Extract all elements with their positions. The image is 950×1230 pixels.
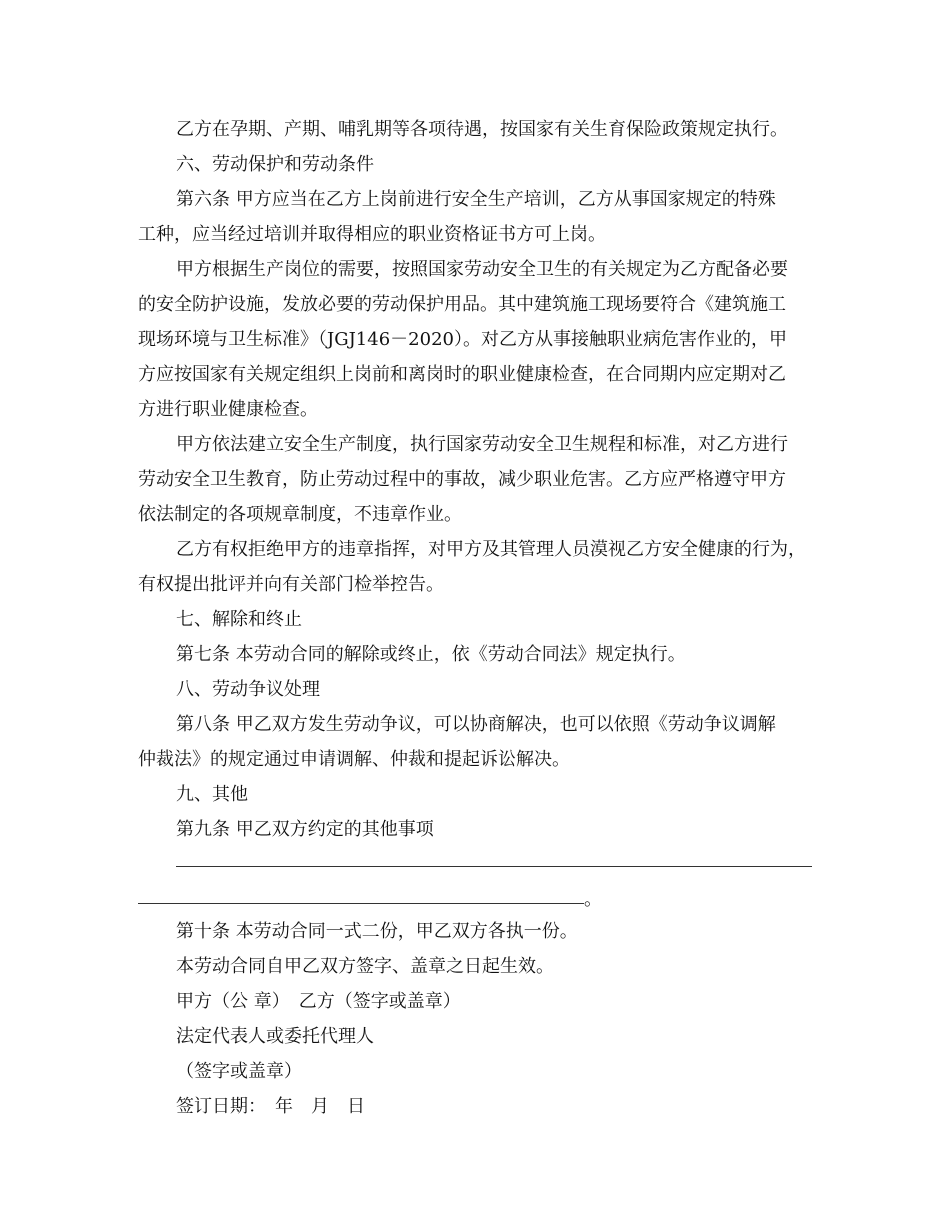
- refusal-line-2: 有权提出批评并向有关部门检举控告。: [138, 574, 444, 595]
- heading-termination: 七、解除和终止: [176, 609, 302, 630]
- effective-clause: 本劳动合同自甲乙双方签字、盖章之日起生效。: [176, 956, 554, 977]
- heading-labor-protection: 六、劳动保护和劳动条件: [176, 154, 374, 175]
- article-9: 第九条 甲乙双方约定的其他事项: [176, 819, 434, 840]
- blank-end-punctuation: 。: [584, 889, 602, 910]
- sign-or-seal: （签字或盖章）: [176, 1061, 302, 1082]
- system-line-1: 甲方依法建立安全生产制度，执行国家劳动安全卫生规程和标准，对乙方进行: [176, 434, 788, 455]
- heading-other: 九、其他: [176, 784, 248, 805]
- heading-disputes: 八、劳动争议处理: [176, 679, 320, 700]
- safety-line-3: 现场环境与卫生标准》（JGJ146－2020）。对乙方从事接触职业病危害作业的，甲: [138, 329, 787, 350]
- safety-line-5: 方进行职业健康检查。: [138, 399, 318, 420]
- signing-date: 签订日期： 年 月 日: [176, 1096, 365, 1117]
- article-6-line-1: 第六条 甲方应当在乙方上岗前进行安全生产培训，乙方从事国家规定的特殊: [176, 189, 776, 210]
- paragraph-maternity: 乙方在孕期、产期、哺乳期等各项待遇，按国家有关生育保险政策规定执行。: [176, 119, 788, 140]
- blank-fill-line-1: [176, 866, 812, 867]
- article-8-line-2: 仲裁法》的规定通过申请调解、仲裁和提起诉讼解决。: [138, 749, 570, 770]
- article-10: 第十条 本劳动合同一式二份，甲乙双方各执一份。: [176, 921, 578, 942]
- signature-parties: 甲方（公 章） 乙方（签字或盖章）: [176, 991, 461, 1012]
- blank-fill-line-2: [138, 903, 584, 904]
- legal-representative: 法定代表人或委托代理人: [176, 1026, 374, 1047]
- safety-line-2: 的安全防护设施，发放必要的劳动保护用品。其中建筑施工现场要符合《建筑施工: [138, 294, 786, 315]
- safety-line-4: 方应按国家有关规定组织上岗前和离岗时的职业健康检查，在合同期内应定期对乙: [138, 364, 786, 385]
- refusal-line-1: 乙方有权拒绝甲方的违章指挥，对甲方及其管理人员漠视乙方安全健康的行为，: [176, 539, 806, 560]
- article-6-line-2: 工种，应当经过培训并取得相应的职业资格证书方可上岗。: [138, 224, 606, 245]
- article-7: 第七条 本劳动合同的解除或终止，依《劳动合同法》规定执行。: [176, 644, 686, 665]
- system-line-2: 劳动安全卫生教育，防止劳动过程中的事故，减少职业危害。乙方应严格遵守甲方: [138, 469, 786, 490]
- article-8-line-1: 第八条 甲乙双方发生劳动争议，可以协商解决，也可以依照《劳动争议调解: [176, 714, 776, 735]
- safety-line-1: 甲方根据生产岗位的需要，按照国家劳动安全卫生的有关规定为乙方配备必要: [176, 259, 788, 280]
- system-line-3: 依法制定的各项规章制度，不违章作业。: [138, 504, 462, 525]
